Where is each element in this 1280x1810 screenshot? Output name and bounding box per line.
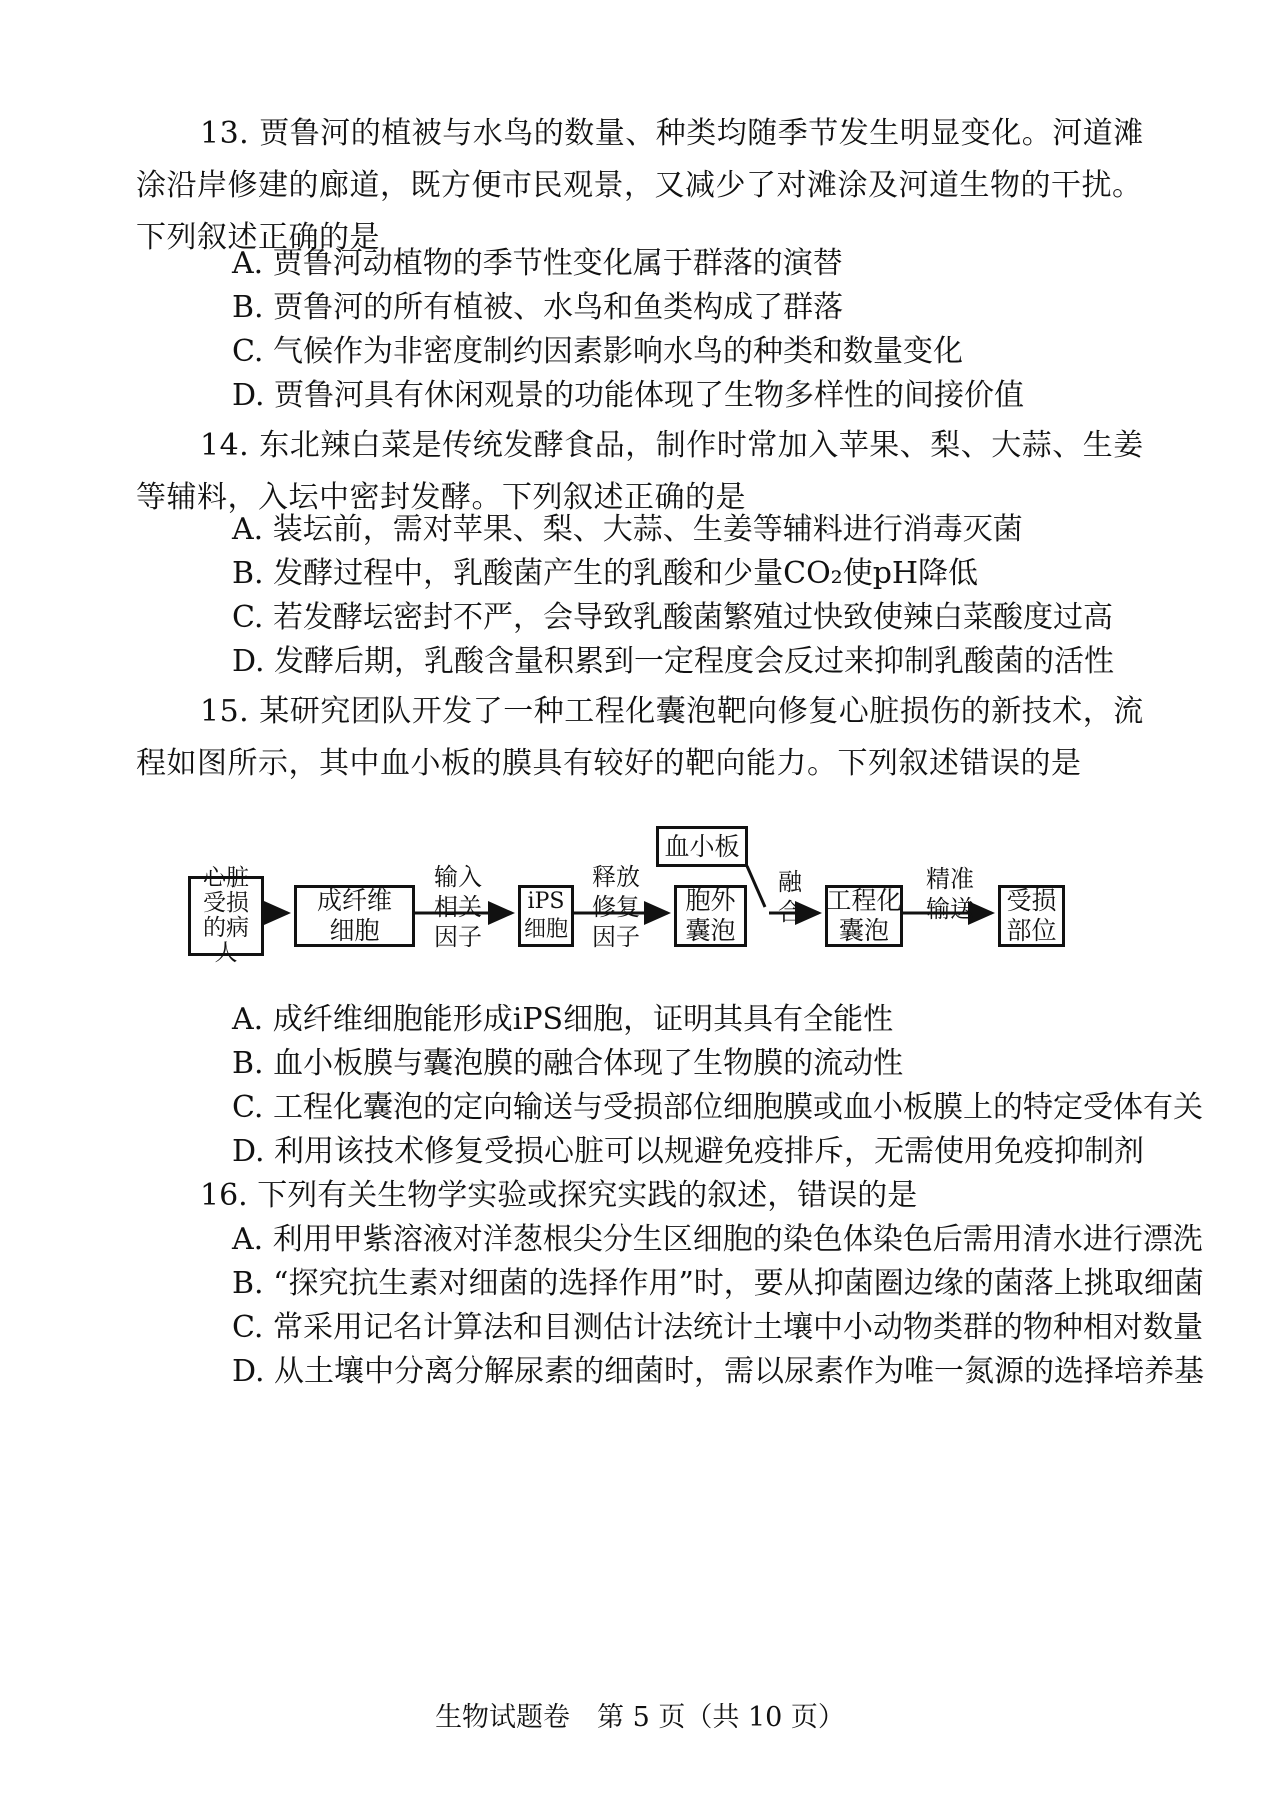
q13-option-c: C. 气候作为非密度制约因素影响水鸟的种类和数量变化 [232,334,963,369]
q16-option-b: B. “探究抗生素对细菌的选择作用”时，要从抑菌圈边缘的菌落上挑取细菌 [232,1266,1204,1301]
q15-option-b: B. 血小板膜与囊泡膜的融合体现了生物膜的流动性 [232,1046,904,1081]
page-footer: 生物试题卷 第 5 页（共 10 页） [435,1702,845,1733]
box-engineered-vesicle: 工程化囊泡 [826,886,902,945]
question-13-stem: 13. 贾鲁河的植被与水鸟的数量、种类均随季节发生明显变化。河道滩涂沿岸修建的廊道，既方便市民观景，又减少了对滩涂及河道生物的干扰。下列叙述正确的是 [136,116,1144,255]
q16-option-d: D. 从土壤中分离分解尿素的细菌时，需以尿素作为唯一氮源的选择培养基 [232,1354,1205,1389]
label-input-factors: 输入相关因子 [434,863,482,951]
box-fibroblast: 成纤维细胞 [294,885,415,947]
question-16-stem: 16. 下列有关生物学实验或探究实践的叙述，错误的是 [200,1178,918,1213]
arrow-platelet [747,866,765,907]
box-patient: 心脏受损的病人 [188,876,264,956]
label-fusion: 融合 [778,868,802,926]
q16-option-a: A. 利用甲紫溶液对洋葱根尖分生区细胞的染色体染色后需用清水进行漂洗 [232,1222,1203,1257]
q15-option-a: A. 成纤维细胞能形成iPS细胞，证明其具有全能性 [232,1002,894,1037]
q14-option-c: C. 若发酵坛密封不严，会导致乳酸菌繁殖过快致使辣白菜酸度过高 [232,600,1113,635]
box-vesicle: 胞外囊泡 [674,885,747,947]
q14-option-d: D. 发酵后期，乳酸含量积累到一定程度会反过来抑制乳酸菌的活性 [232,644,1115,679]
label-release-factors: 释放修复因子 [592,863,640,951]
q16-option-c: C. 常采用记名计算法和目测估计法统计土壤中小动物类群的物种相对数量 [232,1310,1203,1345]
label-precise-delivery: 精准输送 [926,865,974,923]
question-15-stem: 15. 某研究团队开发了一种工程化囊泡靶向修复心脏损伤的新技术，流程如图所示，其中血小板的膜具有较好的靶向能力。下列叙述错误的是 [136,694,1144,781]
q13-option-a: A. 贾鲁河动植物的季节性变化属于群落的演替 [232,246,843,281]
box-ips: iPS细胞 [518,885,574,947]
q13-option-d: D. 贾鲁河具有休闲观景的功能体现了生物多样性的间接价值 [232,378,1025,413]
q15-option-d: D. 利用该技术修复受损心脏可以规避免疫排斥，无需使用免疫抑制剂 [232,1134,1145,1169]
q14-option-b: B. 发酵过程中，乳酸菌产生的乳酸和少量CO₂使pH降低 [232,556,979,591]
question-14-stem: 14. 东北辣白菜是传统发酵食品，制作时常加入苹果、梨、大蒜、生姜等辅料，入坛中密封发酵。下列叙述正确的是 [136,428,1144,515]
q13-option-b: B. 贾鲁河的所有植被、水鸟和鱼类构成了群落 [232,290,844,325]
box-platelet: 血小板 [656,826,748,867]
q15-option-c: C. 工程化囊泡的定向输送与受损部位细胞膜或血小板膜上的特定受体有关 [232,1090,1203,1125]
q14-option-a: A. 装坛前，需对苹果、梨、大蒜、生姜等辅料进行消毒灭菌 [232,512,1023,547]
box-damaged-site: 受损部位 [998,885,1065,947]
